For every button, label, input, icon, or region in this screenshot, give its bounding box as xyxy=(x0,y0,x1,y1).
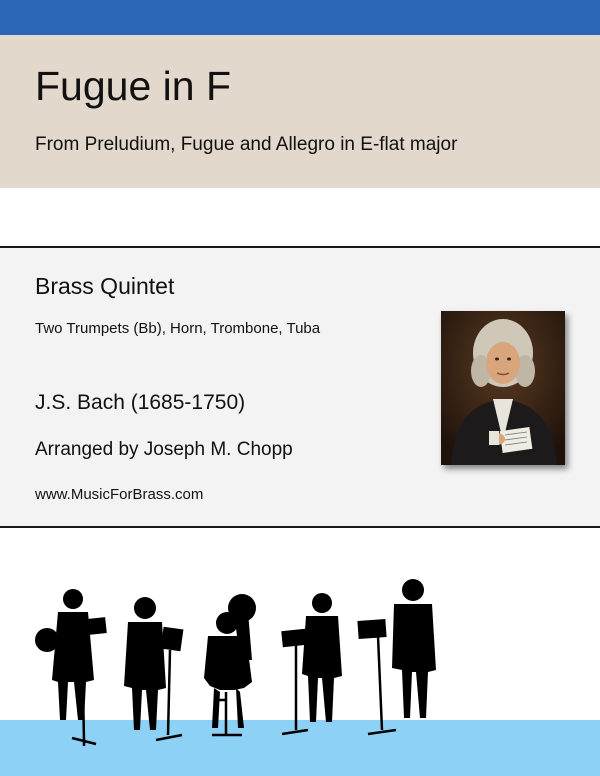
tuba-player-silhouette xyxy=(204,594,256,735)
composer-text: J.S. Bach (1685-1750) xyxy=(35,391,246,414)
trombone-player-silhouette xyxy=(281,593,342,734)
brass-quintet-silhouettes xyxy=(0,570,600,776)
ensemble-heading: Brass Quintet xyxy=(35,273,175,299)
page-title: Fugue in F xyxy=(35,63,231,109)
trumpet-player-silhouette xyxy=(124,597,183,740)
page-subtitle: From Preludium, Fugue and Allegro in E-flat major xyxy=(35,134,458,155)
horn-player-silhouette xyxy=(35,589,107,746)
trumpet-player-silhouette-2 xyxy=(357,579,436,734)
instrumentation-text: Two Trumpets (Bb), Horn, Trombone, Tuba xyxy=(35,320,321,337)
title-band xyxy=(0,35,600,188)
composer-portrait xyxy=(441,311,565,465)
website-link[interactable]: www.MusicForBrass.com xyxy=(35,486,204,503)
arranger-text: Arranged by Joseph M. Chopp xyxy=(35,439,293,460)
top-color-bar xyxy=(0,0,600,35)
